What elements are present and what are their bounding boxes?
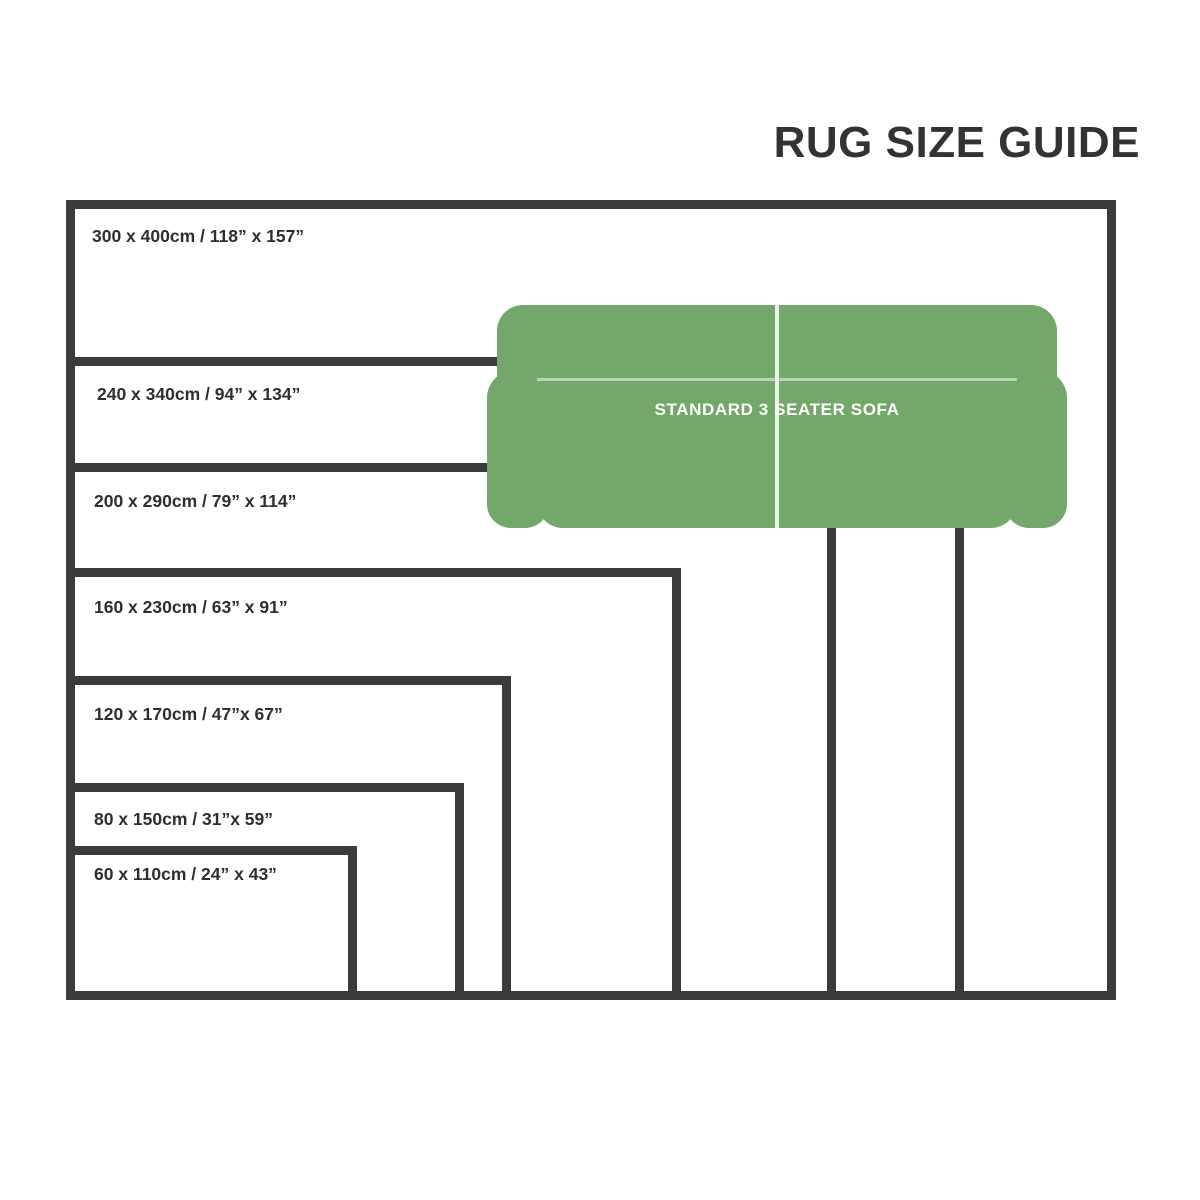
rug-label-200x290: 200 x 290cm / 79” x 114”	[94, 491, 297, 511]
rug-label-300x400: 300 x 400cm / 118” x 157”	[92, 226, 305, 246]
rug-label-160x230: 160 x 230cm / 63” x 91”	[94, 597, 288, 617]
sofa-label: STANDARD 3 SEATER SOFA	[654, 400, 900, 419]
page-title: RUG SIZE GUIDE	[773, 118, 1140, 167]
rug-label-80x150: 80 x 150cm / 31”x 59”	[94, 809, 274, 829]
sofa-illustration	[487, 300, 1067, 535]
rug-label-60x110: 60 x 110cm / 24” x 43”	[94, 864, 277, 884]
rug-label-120x170: 120 x 170cm / 47”x 67”	[94, 704, 283, 724]
rug-label-240x340: 240 x 340cm / 94” x 134”	[97, 384, 301, 404]
